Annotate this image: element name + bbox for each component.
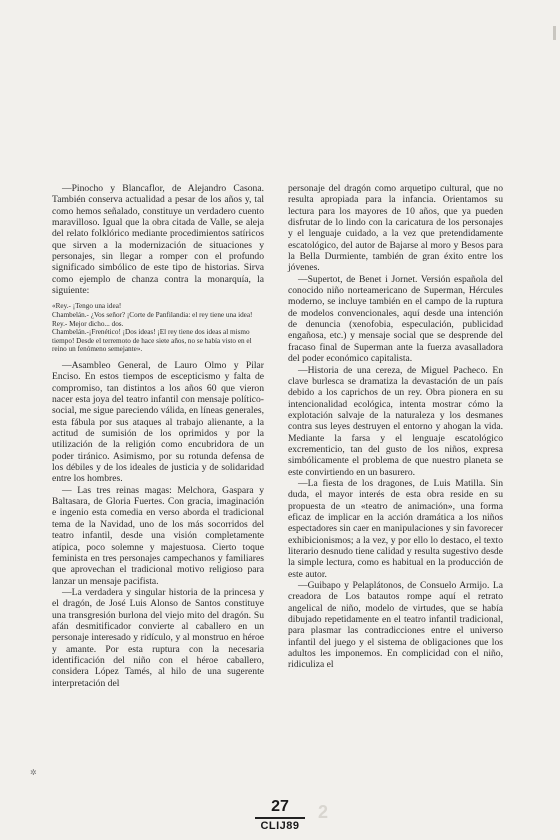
quote-line: «Rey.- ¡Tengo una idea! <box>52 302 122 311</box>
paragraph-cereza: —Historia de una cereza, de Miguel Pacheco. En clave burlesca se dramatiza la devastación de un país debido a los caprichos de un rey. Obra pionera en su intencionalidad ecológica, intenta mostrar cómo la explotación salvaje de la naturaleza y los desmanes contra sus leyes destruyen el entorno y ahogan la vida. Mediante la farsa y el lenguaje escatológico excrementicio, tan del gusto de los niños, expresa simbólicamente el problema de que nuestro planeta se este convirtiendo en un basurero. <box>288 364 503 478</box>
bleed-through-mark: 2 <box>318 802 329 822</box>
quote-line: Chambelán.- ¿Vos señor? ¡Corte de Panfilandia: el rey tiene una idea! <box>52 311 253 320</box>
paragraph-fiesta-dragones: —La fiesta de los dragones, de Luis Matilla. Sin duda, el mayor interés de esta obra reside en su propuesta de un «teatro de animación», una forma eficaz de implicar en la acción dramática a los niños espectadores sin caer en manipulaciones y sin favorecer exhibicionismos; a la vez, y por ello lo destaco, el texto literario desnudo tiene calidad y resulta sugestivo desde la simple lectura, como es habitual en la producción de este autor. <box>288 477 503 580</box>
paragraph-supertot: —Supertot, de Benet i Jornet. Versión española del conocido niño norteamericano de Superman, Hércules moderno, se incluye también en el campo de la ruptura de modelos convencionales, aquí desde una intención de denuncia (xenofobia, especulación, publicidad engañosa, etc.) y mensaje social que se desprende del fracaso final de Superman ante la fuerza avasalladora del poder económico capitalista. <box>288 273 503 365</box>
paragraph-reinas-magas: — Las tres reinas magas: Melchora, Gaspara y Baltasara, de Gloria Fuertes. Con gracia, imaginación e ingenio esta comedia en verso aborda el tradicional tema de la Navidad, uno de los más socorridos del teatro infantil, desde una visión completamente atípica, poco solemne y majestuosa. Cierto toque feminista en tres personajes campechanos y familiares que aprovechan el tradicional motivo religioso para lanzar un mensaje pacifista. <box>52 484 264 587</box>
paragraph-princesa-dragon: —La verdadera y singular historia de la princesa y el dragón, de José Luis Alonso de Santos constituye una transgresión burlona del viejo mito del dragón. Su afán desmitificador convierte al caballero en un personaje interesado y ridículo, y al monstruo en héroe y amante. Por esta ruptura con la necesaria identificación del niño con el héroe caballero, considera López Tamés, al hilo de una sugerente interpretación del <box>52 586 264 689</box>
magazine-name: CLIJ89 <box>260 820 300 832</box>
paragraph-asamblea: —Asambleo General, de Lauro Olmo y Pilar Enciso. En estos tiempos de escepticismo y falta de compromiso, tan distintos a los años 60 que vieron nacer esta joya del teatro infantil con mensaje político-social, me sigue pareciendo válida, en líneas generales, esta fábula por sus ataques al trabajo alienante, a la actitud de sumisión de los oprimidos y por la utilización de la religión como encubridora de un poder tiránico. Asimismo, por su rotunda defensa de los débiles y de los ideales de justicia y de solidaridad entre los hombres. <box>52 360 264 485</box>
paragraph-pinocho: —Pinocho y Blancaflor, de Alejandro Casona. También conserva actualidad a pesar de los años y, tal como hemos señalado, constituye un verdadero cuento maravilloso. Igual que la obra citada de Valle, se aleja del relato folklórico mediante procedimientos satíricos que sirven a la modernización de situaciones y personajes, sin llegar a romper con el profundo significado simbólico de este tipo de historias. Sirva como ejemplo de chanza contra la monarquía, la siguiente: <box>52 183 264 297</box>
dialogue-quote <box>52 302 264 354</box>
quote-line: Chambelán.-¡Frenético! ¡Dos ideas! ¡El rey tiene dos ideas al mismo tiempo! Desde el terremoto de hace siete años, no se había visto en el reino un fenómeno semejante». <box>52 328 252 354</box>
paragraph-guibapo: —Guibapo y Pelaplátonos, de Consuelo Armijo. La creadora de Los batautos rompe aquí el retrato angelical de niño, modelo de virtudes, que se había dibujado repetidamente en el teatro infantil tradicional, para plasmar las contradicciones entre el universo infantil del juego y el sistema de obligaciones que los adultos les imponemos. En complicidad con el niño, ridiculiza el <box>288 580 503 671</box>
scan-edge-mark <box>553 26 556 40</box>
margin-mark: ✲ <box>30 768 37 777</box>
paragraph-continuation: personaje del dragón como arquetipo cultural, que no resulta apropiada para la infancia. Orientamos su lectura para los mayores de 10 años, que ya pueden disfrutar de lo lindo con la caricatura de los personajes y el lenguaje cuidado, a la vez que pretendidamente escatológico, del autor de Bajarse al moro y Besos para la Bella Durmiente, también de gran éxito entre los jóvenes. <box>288 183 503 274</box>
right-column <box>288 183 503 671</box>
left-column <box>52 183 264 689</box>
page-number: 27 <box>271 798 289 815</box>
quote-line: Rey.- Mejor dicho... dos. <box>52 319 124 328</box>
footer-divider <box>255 817 305 819</box>
